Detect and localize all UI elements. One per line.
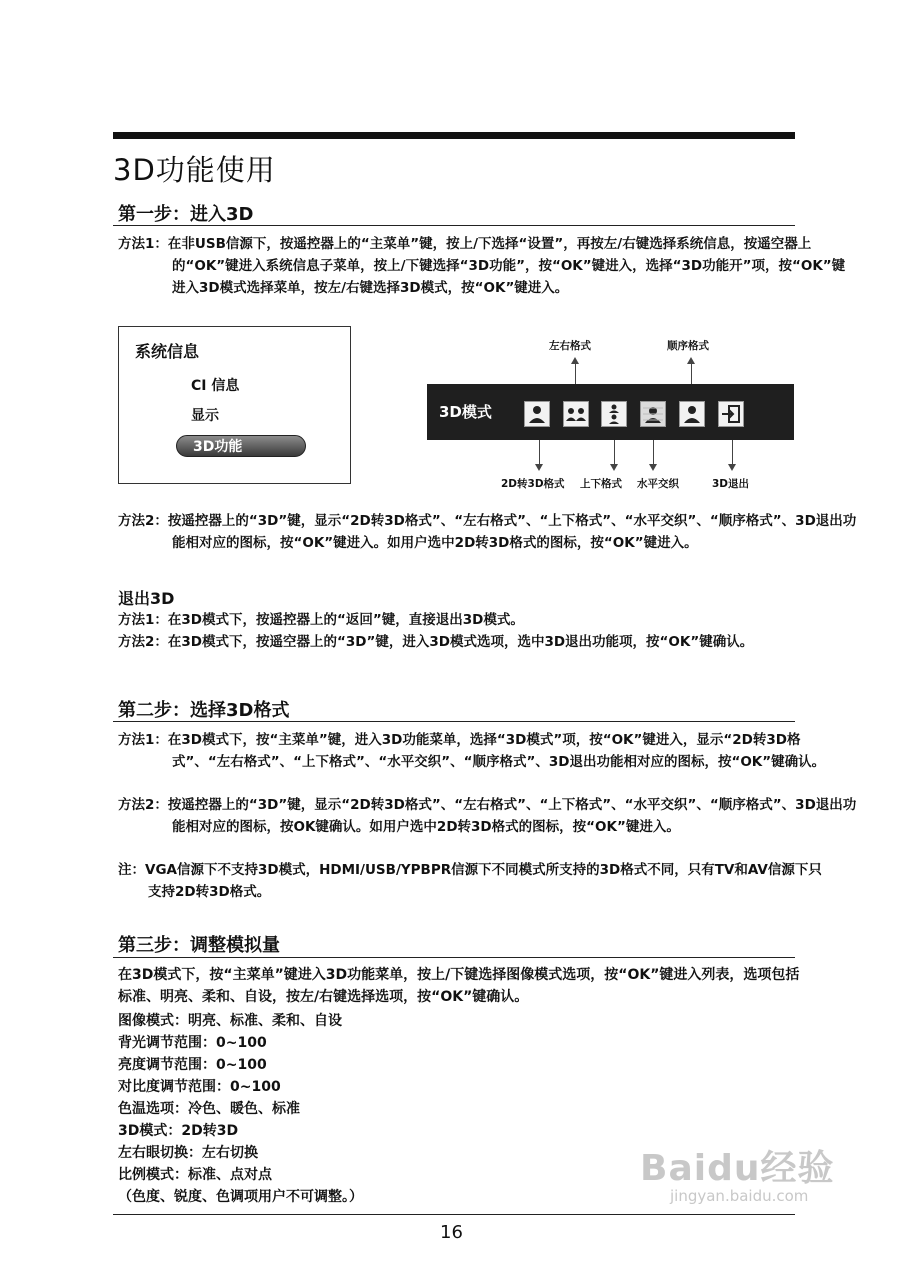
step2-method1-label: 方法1： [118, 732, 168, 748]
setting-line: 图像模式：明亮、标准、柔和、自设 [118, 1013, 342, 1029]
setting-line: 3D模式：2D转3D [118, 1123, 239, 1139]
baidu-watermark [640, 1140, 834, 1205]
step1-heading: 第一步：进入3D [118, 204, 254, 225]
top-rule [113, 132, 795, 139]
step2-note-label: 注： [118, 862, 145, 878]
label-top-bottom: 上下格式 [580, 478, 622, 490]
menu-item-3d-function[interactable]: 3D功能 [176, 435, 306, 457]
exit3d-heading: 退出3D [118, 589, 175, 608]
3d-mode-bar [427, 384, 794, 440]
watermark-main: Baidu经验 [640, 1148, 835, 1189]
setting-line: 色温选项：冷色、暖色、标准 [118, 1101, 300, 1117]
page-title: 3D功能使用 [113, 153, 276, 187]
label-side-by-side: 左右格式 [549, 340, 591, 352]
system-info-menu [118, 326, 351, 484]
step2-method1-text: 在3D模式下，按“主菜单”键，进入3D功能菜单，选择“3D模式”项，按“OK”键进入，显示“2D转3D格式”、“左右格式”、“上下格式”、“水平交织”、“顺序格式”、3D退出功能相对应的图标，按“OK”键确认。 [167, 732, 826, 770]
step1-method2-label: 方法2： [118, 513, 168, 529]
interlaced-icon[interactable] [640, 401, 666, 427]
exit3d-method1-label: 方法1： [118, 612, 168, 628]
step2-rule [113, 721, 795, 722]
step2-note-text: VGA信源下不支持3D模式，HDMI/USB/YPBPR信源下不同模式所支持的3D格式不同，只有TV和AV信源下只支持2D转3D格式。 [145, 862, 822, 900]
sequential-icon[interactable] [679, 401, 705, 427]
bottom-rule [113, 1214, 795, 1215]
watermark-sub: jingyan.baidu.com [670, 1187, 809, 1205]
setting-line: 左右眼切换：左右切换 [118, 1145, 258, 1161]
menu-title: 系统信息 [135, 342, 200, 361]
step1-method1 [118, 233, 857, 299]
side-by-side-icon[interactable] [563, 401, 589, 427]
exit-3d-icon[interactable] [718, 401, 744, 427]
step2-method1 [118, 729, 857, 773]
exit3d-method2 [118, 631, 857, 653]
top-bottom-icon[interactable] [601, 401, 627, 427]
exit3d-method1-text: 在3D模式下，按遥控器上的“返回”键，直接退出3D模式。 [167, 612, 524, 628]
label-2d-to-3d: 2D转3D格式 [501, 478, 565, 490]
menu-item-ci-info[interactable]: CI 信息 [191, 378, 240, 394]
step2-note [118, 859, 833, 903]
label-sequential: 顺序格式 [667, 340, 709, 352]
step1-method1-label: 方法1： [118, 236, 168, 252]
step3-intro: 在3D模式下，按“主菜单”键进入3D功能菜单，按上/下键选择图像模式选项，按“OK”键进入列表，选项包括标准、明亮、柔和、自设，按左/右键选择选项，按“OK”键确认。 [118, 967, 800, 1005]
exit3d-method1 [118, 609, 857, 631]
menu-item-display[interactable]: 显示 [191, 408, 219, 424]
step2-method2 [118, 794, 857, 838]
page-number: 16 [440, 1222, 463, 1243]
label-interlaced: 水平交织 [637, 478, 679, 490]
exit3d-method2-text: 在3D模式下，按遥空器上的“3D”键，进入3D模式选项，选中3D退出功能项，按“OK”键确认。 [167, 634, 754, 650]
step2-method2-label: 方法2： [118, 797, 168, 813]
step1-method1-text: 在非USB信源下，按遥控器上的“主菜单”键，按上/下选择“设置”，再按左/右键选择系统信息，按遥空器上的“OK”键进入系统信息子菜单，按上/下键选择“3D功能”，按“OK”键进入，选择“3D功能开”项，按“OK”键进入3D模式选择菜单，按左/右键选择3D模式，按“OK”键进入。 [167, 236, 846, 296]
setting-line: 亮度调节范围：0~100 [118, 1057, 267, 1073]
3d-mode-label: 3D模式 [439, 403, 492, 421]
step2-heading: 第二步：选择3D格式 [118, 700, 290, 721]
step2-method2-text: 按遥控器上的“3D”键，显示“2D转3D格式”、“左右格式”、“上下格式”、“水平交织”、“顺序格式”、3D退出功能相对应的图标，按OK键确认。如用户选中2D转3D格式的图标，按“OK”键进入。 [167, 797, 857, 835]
exit3d-method2-label: 方法2： [118, 634, 168, 650]
setting-line: 背光调节范围：0~100 [118, 1035, 267, 1051]
step1-method2-text: 按遥控器上的“3D”键，显示“2D转3D格式”、“左右格式”、“上下格式”、“水平交织”、“顺序格式”、3D退出功能相对应的图标，按“OK”键进入。如用户选中2D转3D格式的图标，按“OK”键进入。 [167, 513, 857, 551]
step3-rule [113, 957, 795, 958]
label-exit-3d: 3D退出 [712, 478, 750, 490]
2d-to-3d-icon[interactable] [524, 401, 550, 427]
step1-method2 [118, 510, 857, 554]
step3-heading: 第三步：调整模拟量 [118, 935, 280, 956]
step1-rule [113, 225, 795, 226]
setting-line: 对比度调节范围：0~100 [118, 1079, 281, 1095]
setting-line: （色度、锐度、色调项用户不可调整。） [118, 1189, 363, 1205]
setting-line: 比例模式：标准、点对点 [118, 1167, 272, 1183]
